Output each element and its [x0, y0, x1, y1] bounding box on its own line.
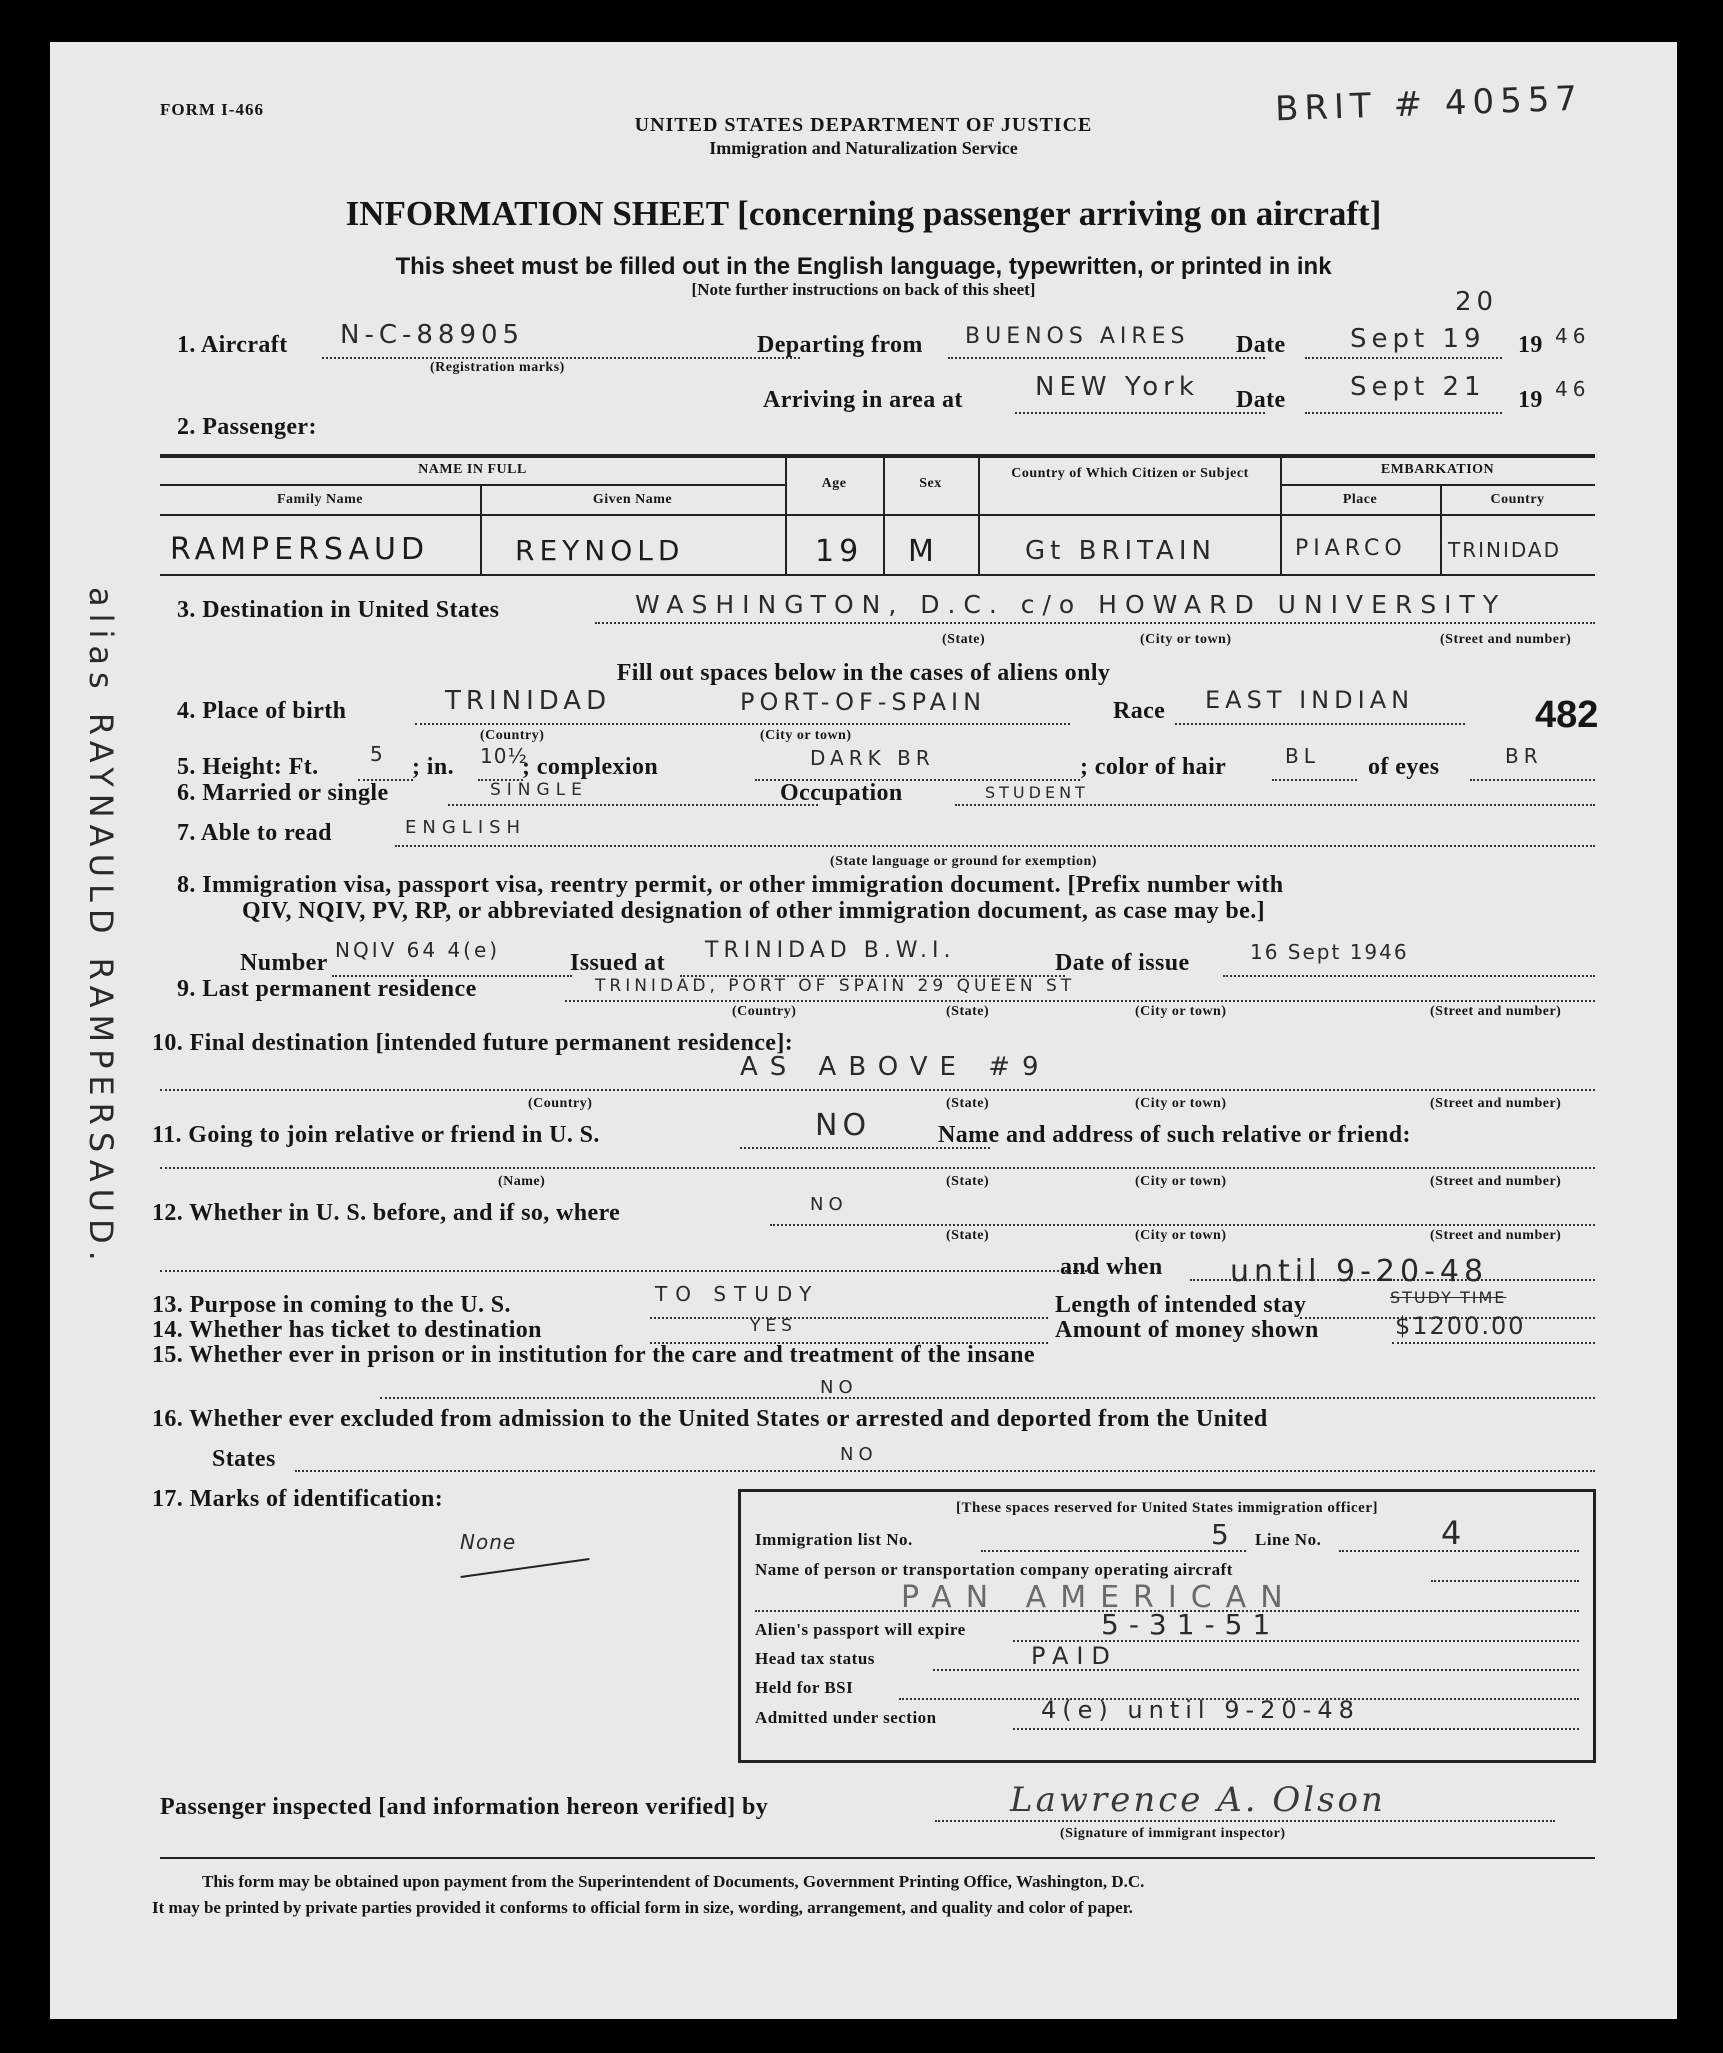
final-state-caption: (State) [946, 1096, 990, 1111]
aliens-heading: Fill out spaces below in the cases of aliens only [616, 660, 1111, 686]
aircraft-label: 1. Aircraft [177, 332, 288, 358]
page-title: INFORMATION SHEET [concerning passenger arriving on aircraft] [345, 194, 1382, 233]
inspected-label: Passenger inspected [and information hereon verified] by [160, 1794, 769, 1820]
race-value: EAST INDIAN [1205, 686, 1415, 714]
embarkation-header: EMBARKATION [1380, 462, 1495, 477]
handwritten-file-number: BRIT # 40557 [1274, 78, 1584, 130]
sex-cell: M [908, 534, 939, 569]
ticket-label: 14. Whether has ticket to destination [152, 1317, 542, 1343]
read-caption: (State language or ground for exemption) [830, 854, 1097, 869]
immigration-list-value: 5 [1211, 1518, 1234, 1551]
departing-value: BUENOS AIRES [965, 324, 1190, 349]
residence-value: TRINIDAD, PORT OF SPAIN 29 QUEEN ST [595, 976, 1076, 996]
stay-value: until 9-20-48 [1230, 1254, 1489, 1289]
money-value: $1200.00 [1395, 1312, 1526, 1340]
given-name-header: Given Name [592, 492, 673, 507]
read-value: ENGLISH [405, 817, 527, 838]
sex-header: Sex [919, 476, 942, 491]
birth-city-value: PORT-OF-SPAIN [740, 688, 987, 716]
admitted-section-value: 4(e) until 9-20-48 [1041, 1696, 1360, 1724]
join-value: NO [815, 1108, 872, 1143]
held-bsi-label: Held for BSI [755, 1678, 854, 1697]
registration-caption: (Registration marks) [430, 360, 565, 375]
final-city-caption: (City or town) [1135, 1096, 1227, 1111]
line-number-value: 4 [1441, 1514, 1467, 1552]
departing-date-label: Date [1236, 332, 1286, 358]
family-name-header: Family Name [277, 492, 363, 507]
before-city-caption: (City or town) [1135, 1228, 1227, 1243]
height-in-value: 10½ [480, 744, 528, 768]
marks-label: 17. Marks of identification: [152, 1486, 444, 1512]
operator-value: PAN AMERICAN [901, 1580, 1297, 1615]
visa-issued-value: TRINIDAD B.W.I. [705, 938, 956, 963]
age-header: Age [821, 476, 847, 491]
passport-expire-label: Alien's passport will expire [755, 1620, 966, 1639]
join-street-caption: (Street and number) [1430, 1174, 1562, 1189]
embark-place-cell: PIARCO [1295, 536, 1407, 561]
race-label: Race [1113, 698, 1166, 724]
occupation-value: STUDENT [985, 783, 1089, 802]
birth-country-value: TRINIDAD [445, 686, 612, 716]
service-name: Immigration and Naturalization Service [709, 138, 1018, 158]
footer-line-1: This form may be obtained upon payment from the Superintendent of Documents, Government Printing Office, Washington, D.C. [202, 1872, 1145, 1891]
instruction-text: This sheet must be filled out in the English language, typewritten, or printed in ink [395, 253, 1332, 280]
residence-country-caption: (Country) [732, 1004, 797, 1019]
residence-street-caption: (Street and number) [1430, 1004, 1562, 1019]
age-cell: 19 [815, 534, 864, 569]
visa-number-value: NQIV 64 4(e) [335, 938, 501, 962]
departing-label: Departing from [757, 332, 923, 358]
arrival-value: NEW York [1035, 372, 1199, 402]
visa-line-1: 8. Immigration visa, passport visa, reentry permit, or other immigration document. [Prefix number with [177, 872, 1284, 898]
family-name-cell: RAMPERSAUD [170, 532, 430, 567]
departing-date-correction: 20 [1455, 287, 1499, 317]
prison-value: NO [820, 1377, 858, 1398]
final-destination-value: AS ABOVE #9 [740, 1052, 1051, 1082]
final-street-caption: (Street and number) [1430, 1096, 1562, 1111]
arrival-date-value: Sept 21 [1350, 372, 1486, 402]
departing-year-prefix: 19 [1518, 332, 1543, 358]
citizen-country-header: Country of Which Citizen or Subject [1011, 466, 1249, 481]
department-name: UNITED STATES DEPARTMENT OF JUSTICE [634, 114, 1093, 136]
complexion-value: DARK BR [810, 746, 935, 770]
prison-label: 15. Whether ever in prison or in institution for the care and treatment of the insane [152, 1342, 1035, 1368]
before-street-caption: (Street and number) [1430, 1228, 1562, 1243]
head-tax-value: PAID [1031, 1642, 1118, 1670]
arrival-year-value: 46 [1555, 377, 1591, 401]
inspector-signature: Lawrence A. Olson [1010, 1780, 1386, 1820]
page-number: 482 [1535, 694, 1599, 736]
before-label: 12. Whether in U. S. before, and if so, where [152, 1200, 621, 1226]
join-state-caption: (State) [946, 1174, 990, 1189]
destination-street-caption: (Street and number) [1440, 632, 1572, 647]
passenger-label: 2. Passenger: [177, 414, 317, 440]
read-label: 7. Able to read [177, 820, 332, 846]
destination-city-caption: (City or town) [1140, 632, 1232, 647]
marks-value: None [460, 1530, 517, 1554]
operator-label: Name of person or transportation company operating aircraft [755, 1560, 1233, 1579]
visa-date-label: Date of issue [1055, 950, 1190, 976]
destination-state-caption: (State) [942, 632, 986, 647]
before-when-label: and when [1060, 1254, 1163, 1280]
visa-issued-label: Issued at [570, 950, 665, 976]
immigration-list-label: Immigration list No. [755, 1530, 913, 1549]
footer-line-2: It may be printed by private parties provided it conforms to official form in size, wording, arrangement, and quality and color of paper. [152, 1898, 1133, 1917]
stay-label: Length of intended stay [1055, 1292, 1307, 1318]
destination-label: 3. Destination in United States [177, 597, 500, 623]
departing-date-value: Sept 19 [1350, 324, 1486, 354]
visa-date-value: 16 Sept 1946 [1250, 940, 1409, 964]
officer-box-heading: [These spaces reserved for United States immigration officer] [956, 1500, 1378, 1516]
departing-year-value: 46 [1555, 324, 1591, 348]
destination-value: WASHINGTON, D.C. c/o HOWARD UNIVERSITY [635, 590, 1507, 619]
arrival-label: Arriving in area at [763, 387, 963, 413]
information-sheet-page [50, 42, 1677, 2019]
excluded-line-1: 16. Whether ever excluded from admission to the United States or arrested and deported from the United [152, 1406, 1268, 1432]
margin-alias-note: alias RAYNAULD RAMPERSAUD. [82, 587, 120, 1268]
embark-country-header: Country [1490, 492, 1545, 507]
aircraft-value: N-C-88905 [340, 320, 525, 350]
residence-city-caption: (City or town) [1135, 1004, 1227, 1019]
arrival-year-prefix: 19 [1518, 387, 1543, 413]
hair-value: BL [1285, 744, 1320, 768]
height-label: 5. Height: Ft. [177, 754, 319, 780]
passport-expire-value: 5-31-51 [1101, 1608, 1281, 1641]
complexion-label: ; complexion [522, 754, 659, 780]
final-country-caption: (Country) [528, 1096, 593, 1111]
birth-label: 4. Place of birth [177, 698, 347, 724]
embark-country-cell: TRINIDAD [1448, 538, 1562, 562]
height-in-label: ; in. [412, 754, 455, 780]
birth-country-caption: (Country) [480, 728, 545, 743]
purpose-label: 13. Purpose in coming to the U. S. [152, 1292, 511, 1318]
eyes-value: BR [1505, 744, 1543, 768]
money-label: Amount of money shown [1055, 1317, 1319, 1343]
admitted-section-label: Admitted under section [755, 1708, 937, 1727]
excluded-value: NO [840, 1444, 878, 1465]
occupation-label: Occupation [780, 780, 903, 806]
head-tax-label: Head tax status [755, 1649, 875, 1668]
eyes-label: of eyes [1368, 754, 1440, 780]
signature-caption: (Signature of immigrant inspector) [1060, 1826, 1286, 1841]
before-state-caption: (State) [946, 1228, 990, 1243]
hair-label: ; color of hair [1080, 754, 1227, 780]
line-number-label: Line No. [1255, 1530, 1322, 1549]
visa-line-2: QIV, NQIV, PV, RP, or abbreviated designation of other immigration document, as case may be.] [242, 898, 1266, 924]
before-value: NO [810, 1194, 848, 1215]
join-name-label: Name and address of such relative or friend: [938, 1122, 1411, 1148]
residence-state-caption: (State) [946, 1004, 990, 1019]
given-name-cell: REYNOLD [515, 534, 685, 567]
form-number: FORM I-466 [160, 100, 264, 119]
married-label: 6. Married or single [177, 780, 389, 806]
note-text: [Note further instructions on back of this sheet] [691, 280, 1036, 299]
embark-place-header: Place [1342, 492, 1378, 507]
arrival-date-label: Date [1236, 387, 1286, 413]
final-destination-label: 10. Final destination [intended future permanent residence]: [152, 1030, 794, 1056]
visa-number-label: Number [240, 950, 328, 976]
name-in-full-header: NAME IN FULL [418, 462, 527, 477]
purpose-value: TO STUDY [655, 1282, 820, 1306]
birth-city-caption: (City or town) [760, 728, 852, 743]
citizen-country-cell: Gt BRITAIN [1025, 536, 1216, 566]
married-value: SINGLE [490, 780, 588, 800]
ticket-value: YES [750, 1316, 797, 1336]
excluded-line-2: States [212, 1446, 276, 1472]
residence-label: 9. Last permanent residence [177, 976, 477, 1002]
stay-struck-value: STUDY TIME [1390, 1288, 1507, 1307]
height-ft-value: 5 [370, 742, 388, 766]
join-city-caption: (City or town) [1135, 1174, 1227, 1189]
join-label: 11. Going to join relative or friend in U. S. [152, 1122, 600, 1148]
join-name-caption: (Name) [498, 1174, 546, 1189]
officer-box [738, 1489, 1596, 1763]
